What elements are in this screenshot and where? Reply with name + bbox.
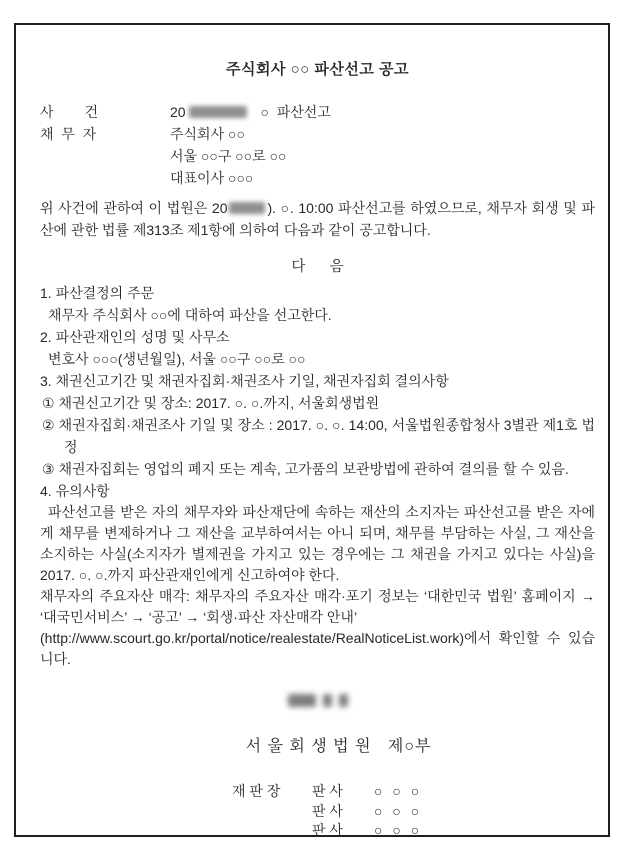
debtor-address-row (40, 145, 595, 167)
item-2-title: 2. 파산관재인의 성명 및 사무소 (40, 329, 230, 345)
case-type: ○ 파산선고 (256, 104, 331, 120)
debtor-name: 주식회사 ○○ (170, 126, 245, 142)
item-3-sub-2: ② 채권자집회·채권조사 기일 및 장소 : 2017. ○. ○. 14:00, 서울법원종합청사 3별관 제1호 법정 (42, 417, 595, 455)
intro-text-suffix: ). ○. 10:00 파산선고를 하였으므로, 채무자 회생 및 파산에 관한 법률 제313조 제1항에 의하여 다음과 같이 공고합니다. (40, 200, 595, 238)
item-4-paragraph-1: 파산선고를 받은 자의 채무자와 파산재단에 속하는 재산의 소지자는 파산선고를 받은 자에게 채무를 변제하거나 그 재산을 교부하여서는 아니 되며, 채무를 부담하는 사실, 그 재산을 소지하는 사실(소지자가 별제권을 가지고 있는 경우에는 그 채권을 가지고 있다는 사실)을 2017. ○. ○.까지 파산관재인에게 신고하여야 한다. (40, 504, 595, 583)
presiding-judge-label: 재 판 장 (232, 783, 281, 799)
judge-label: 판 사 (312, 822, 343, 838)
redacted-declaration-date (229, 202, 265, 214)
court-name: 서 울 회 생 법 원 제○부 (245, 738, 432, 755)
judge-row (232, 802, 595, 822)
redacted-issue-day (339, 694, 348, 707)
judge-name: ○ ○ ○ (374, 822, 423, 838)
issue-date-row (40, 690, 595, 712)
judge-label: 판 사 (312, 802, 343, 819)
case-label: 사 건 (40, 104, 99, 120)
item-3-sub-3: ③ 채권자집회는 영업의 폐지 또는 계속, 고가품의 보관방법에 관하여 결의를 할 수 있음. (42, 461, 569, 477)
debtor-row (40, 123, 595, 145)
debtor-address: 서울 ○○구 ○○로 ○○ (170, 148, 287, 164)
judge-label: 판 사 (312, 783, 343, 799)
notice-title: 주식회사 ○○ 파산선고 공고 (225, 61, 410, 78)
redacted-case-number (189, 106, 247, 118)
judge-name: ○ ○ ○ (374, 783, 423, 799)
item-4-title: 4. 유의사항 (40, 483, 110, 499)
debtor-label: 채 무 자 (40, 126, 97, 142)
redacted-issue-year (288, 694, 316, 707)
case-year: 20 (170, 104, 186, 120)
case-number-row (40, 101, 595, 123)
judges-signature-block (232, 782, 595, 841)
judge-row (232, 821, 595, 841)
debtor-ceo-row (40, 167, 595, 189)
item-1-title: 1. 파산결정의 주문 (40, 285, 155, 301)
item-4-paragraph-2: 채무자의 주요자산 매각: 채무자의 주요자산 매각·포기 정보는 ‘대한민국 법원’ 홈페이지 → ‘대국민서비스’ → ‘공고’ → ‘회생·파산 자산매각 안내’ (40, 588, 595, 625)
judge-row (232, 782, 595, 802)
redacted-issue-month (323, 694, 332, 707)
debtor-ceo: 대표이사 ○○○ (170, 170, 254, 186)
case-number-value (170, 101, 331, 123)
asset-sale-url-line: (http://www.scourt.go.kr/portal/notice/realestate/RealNoticeList.work)에서 확인할 수 있습니다. (40, 630, 595, 667)
intro-text-prefix: 위 사건에 관하여 이 법원은 20 (40, 200, 228, 216)
judge-name: ○ ○ ○ (374, 802, 423, 819)
daum-heading: 다 음 (291, 259, 344, 275)
item-3-title: 3. 채권신고기간 및 채권자집회·채권조사 기일, 채권자집회 결의사항 (40, 373, 449, 389)
notice-page (14, 23, 610, 837)
item-3-sub-1: ① 채권신고기간 및 장소: 2017. ○. ○.까지, 서울회생법원 (42, 395, 380, 411)
item-2-body: 변호사 ○○○(생년월일), 서울 ○○구 ○○로 ○○ (48, 351, 306, 367)
intro-paragraph (40, 197, 595, 241)
item-1-body: 채무자 주식회사 ○○에 대하여 파산을 선고한다. (48, 307, 332, 323)
